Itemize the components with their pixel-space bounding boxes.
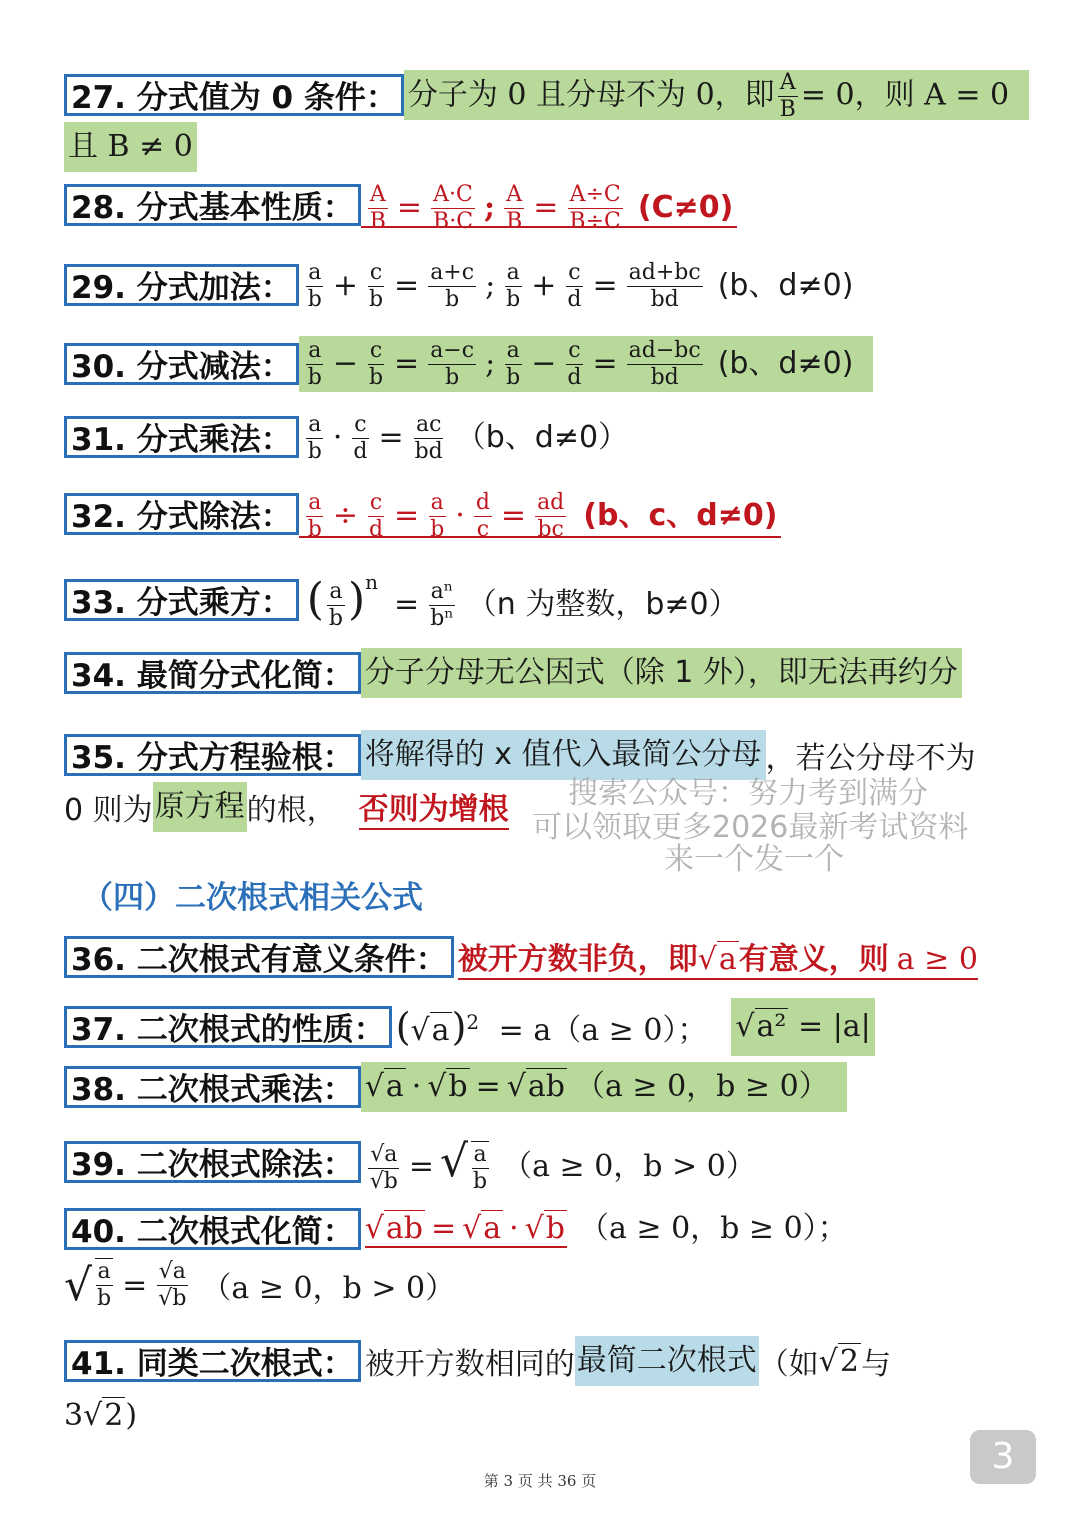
text-part: 有意义，则 [738,942,889,977]
radicand: b [545,1211,565,1246]
item-39 [64,1130,760,1194]
condition: (b、d≠0) [717,268,854,303]
numerator: a [329,579,343,604]
item-formula: $\frac{√a}{√b}$ = √ $\frac{a}{b}$ （a ≥ 0，b > 0） [369,1136,756,1194]
numerator: aⁿ [430,579,454,604]
item-label: 38. 二次根式乘法： [64,1066,361,1108]
item-label: 31. 分式乘法： [64,416,299,458]
fraction [431,182,475,235]
item-text-highlight: 将解得的 x 值代入最简公分母 [361,730,766,780]
page-footer: 第 3 页 共 36 页 [483,1472,597,1490]
numerator: a−c [430,338,475,363]
item-text-emphasis [458,934,978,980]
page-number-badge: 3 [970,1430,1036,1484]
condition: （n 为整数，b≠0） [466,587,739,622]
denominator: B [779,97,796,122]
denominator: b [328,606,343,631]
item-34 [64,648,962,698]
item-label: 34. 最简分式化简： [64,652,361,694]
watermark-line: 来一个发一个 [664,842,844,877]
numerator: A [779,70,796,95]
item-text: ，若公分母不为 [765,741,976,776]
watermark-line: 搜索公众号：努力考到满分 [568,776,928,811]
numerator: a [506,338,520,363]
numerator: A [506,182,523,207]
item-33 [64,570,743,630]
radicand: a [172,1258,186,1284]
condition: （a ≥ 0，b > 0） [201,1271,456,1306]
denominator: b [97,1286,112,1311]
item-38 [64,1062,847,1112]
numerator: A÷C [569,182,621,207]
item-35-cont [64,782,509,832]
fraction [567,182,622,235]
item-label: 36. 二次根式有意义条件： [64,936,454,978]
item-text-highlight: 原方程 [153,782,247,832]
radicand: a [385,1069,404,1104]
numerator: c [369,490,383,515]
radicand: ab [527,1069,565,1104]
condition: （a ≥ 0，b > 0） [502,1149,756,1184]
item-label: 37. 二次根式的性质： [64,1006,392,1048]
radicand: 2 [839,1343,859,1379]
condition: (C≠0) [637,190,734,225]
item-formula-highlight: √a² = |a| [731,998,874,1056]
denominator: b [473,1169,488,1194]
watermark-line: 可以领取更多2026最新考试资料 [532,810,969,845]
item-text [404,70,1029,120]
item-text: 与 [860,1347,891,1382]
item-text-emphasis: 否则为增根 [359,784,509,830]
item-40 [64,1204,852,1254]
denominator: b [445,287,460,312]
condition: （b、d≠0） [455,420,629,455]
denominator: B [506,209,523,234]
condition: (b、c、d≠0) [583,498,778,533]
fraction [368,182,388,235]
numerator: a [506,260,520,285]
numerator: a+c [430,260,475,285]
item-formula: √a · √b = √ab （a ≥ 0，b ≥ 0） [361,1062,847,1112]
denominator: B·C [433,209,474,234]
numerator: a [308,412,322,437]
text-part: a ≥ 0 [896,942,978,977]
denominator: B÷C [569,209,621,234]
item-41: 41. 同类二次根式： 被开方数相同的 最简二次根式 （如 √2 与 [64,1336,891,1386]
denominator: bd [414,439,443,464]
item-text: 的根， [246,793,337,828]
denominator: bd [650,287,679,312]
exponent: 2 [466,1010,480,1034]
item-formula: √ab = √a · √b （a ≥ 0，b ≥ 0）； [364,1211,848,1246]
denominator: d [353,439,368,464]
item-40-cont: √ $\frac{a}{b}$ = $\frac{√a}{√b}$ （a ≥ 0，b > 0） [64,1258,456,1311]
item-label: 30. 分式减法： [64,343,299,385]
denominator: b [368,365,384,390]
text-part: 被开方数非负，即 [457,942,698,977]
radicand: b [383,1168,398,1194]
item-formula: $\frac{a}{b}$ + $\frac{c}{b}$ = $\frac{a+c}{b}$ ; $\frac{a}{b}$ + $\frac{c}{d}$ = $\frac{ad+bc}{bd}$ (b、d≠0) [307,260,854,312]
denominator: c [476,517,490,542]
item-label: 29. 分式加法： [64,264,299,306]
text-part: = a（a ≥ 0）； [498,1013,708,1048]
item-label: 32. 分式除法： [64,493,299,535]
denominator: d [567,365,582,390]
item-label: 35. 分式方程验根： [64,734,361,776]
item-30 [64,336,873,392]
denominator: B [369,209,386,234]
fraction [504,182,524,235]
item-27 [64,70,1029,120]
item-27-cont [64,122,197,172]
exponent: n [365,570,379,594]
denominator: bc [537,517,564,542]
item-formula: $\frac{a}{b}$ · $\frac{c}{d}$ = $\frac{ac}{bd}$ （b、d≠0） [307,412,629,464]
item-text: ) [125,1398,138,1433]
numerator: a [308,338,322,363]
numerator: A·C [433,182,473,207]
numerator: c [369,338,383,363]
item-29 [64,260,857,310]
item-28 [64,182,737,234]
item-41-cont: 3 √2 ) [64,1398,138,1433]
condition: （a ≥ 0，b ≥ 0）； [578,1211,848,1246]
radicand: a [483,1211,502,1246]
denominator: b [368,287,384,312]
numerator: c [354,412,367,437]
numerator: ac [415,412,442,437]
item-formula: ( $\frac{a}{b}$ )$^n$= $\frac{\text{aⁿ}}{\text{bⁿ}}$ （n 为整数，b≠0） [306,570,739,631]
denominator: b [506,287,521,312]
denominator: b [445,365,460,390]
item-label: 33. 分式乘方： [64,579,299,621]
numerator: a [308,490,322,515]
denominator: b [307,517,322,542]
text-part: = 0，则 A = 0 [800,77,1010,113]
condition: (b、d≠0) [717,346,854,381]
numerator: ad+bc [628,260,701,285]
denominator: b [430,517,445,542]
item-text: 0 则为 [64,793,153,828]
radicand: a² [756,1009,787,1044]
item-label: 40. 二次根式化简： [64,1208,361,1250]
radicand: a [431,1013,450,1048]
denominator: b [307,287,322,312]
radicand: b [448,1069,468,1104]
condition: （a ≥ 0，b ≥ 0） [574,1069,829,1104]
numerator: a [97,1259,111,1284]
coefficient: 3 [64,1398,84,1433]
denominator: b [307,365,322,390]
denominator: b [506,365,521,390]
fraction [778,70,798,123]
numerator: ad−bc [628,338,701,363]
item-37 [64,998,875,1056]
item-label: 28. 分式基本性质： [64,184,361,226]
numerator: c [568,260,581,285]
radicand: b [172,1285,187,1311]
item-text-cont: 且 B ≠ 0 [64,122,197,172]
item-36 [64,934,978,980]
item-formula: $(√a)^2 = a(a \ge 0)$； [395,1005,708,1049]
item-label: 39. 二次根式除法： [64,1141,361,1183]
denominator: d [567,287,582,312]
text-part: 分子为 0 且分母不为 0，即 [407,77,775,113]
item-formula: $\frac{a}{b}$ − $\frac{c}{b}$ = $\frac{a-c}{b}$ ; $\frac{a}{b}$ − $\frac{c}{d}$ = $\frac{ad-bc}{bd}$ (b、d≠0) [299,336,874,392]
item-text: 被开方数相同的 [364,1347,575,1382]
item-text: （如 [758,1347,819,1382]
section-title: （四）二次根式相关公式 [82,880,423,916]
denominator: bⁿ [430,606,454,631]
numerator: d [475,490,490,515]
numerator: ad [537,490,565,515]
denominator: bd [650,365,679,390]
sqrt: √a [697,942,737,977]
numerator: c [369,260,383,285]
numerator: c [568,338,581,363]
item-31 [64,412,632,462]
numerator: a [473,1142,487,1167]
numerator: a [430,490,444,515]
item-label: 27. 分式值为 0 条件： [64,74,404,116]
item-label: 41. 同类二次根式： [64,1340,361,1382]
text-part: = |a| [798,1009,871,1044]
numerator: a [308,260,322,285]
radicand: 2 [104,1398,124,1433]
radicand: ab [385,1211,423,1246]
item-text-highlight: 最简二次根式 [575,1336,759,1386]
numerator: A [369,182,386,207]
item-formula: $\frac{a}{b}$ ÷ $\frac{c}{d}$ = $\frac{a}{b}$ · $\frac{d}{c}$ = $\frac{ad}{bc}$ (b、c、d≠0) [299,490,782,538]
radicand: a [718,942,737,977]
denominator: d [368,517,384,542]
item-text: 分子分母无公因式（除 1 外），即无法再约分 [361,648,962,698]
radicand: a [384,1141,398,1167]
item-32 [64,490,781,542]
item-formula: $\frac{A}{B}$ = $\frac{A\cdot C}{B\cdot C}$ ; $\frac{A}{B}$ = $\frac{A\div C}{B\div C}$ (C≠0) [361,182,738,228]
denominator: b [307,439,322,464]
